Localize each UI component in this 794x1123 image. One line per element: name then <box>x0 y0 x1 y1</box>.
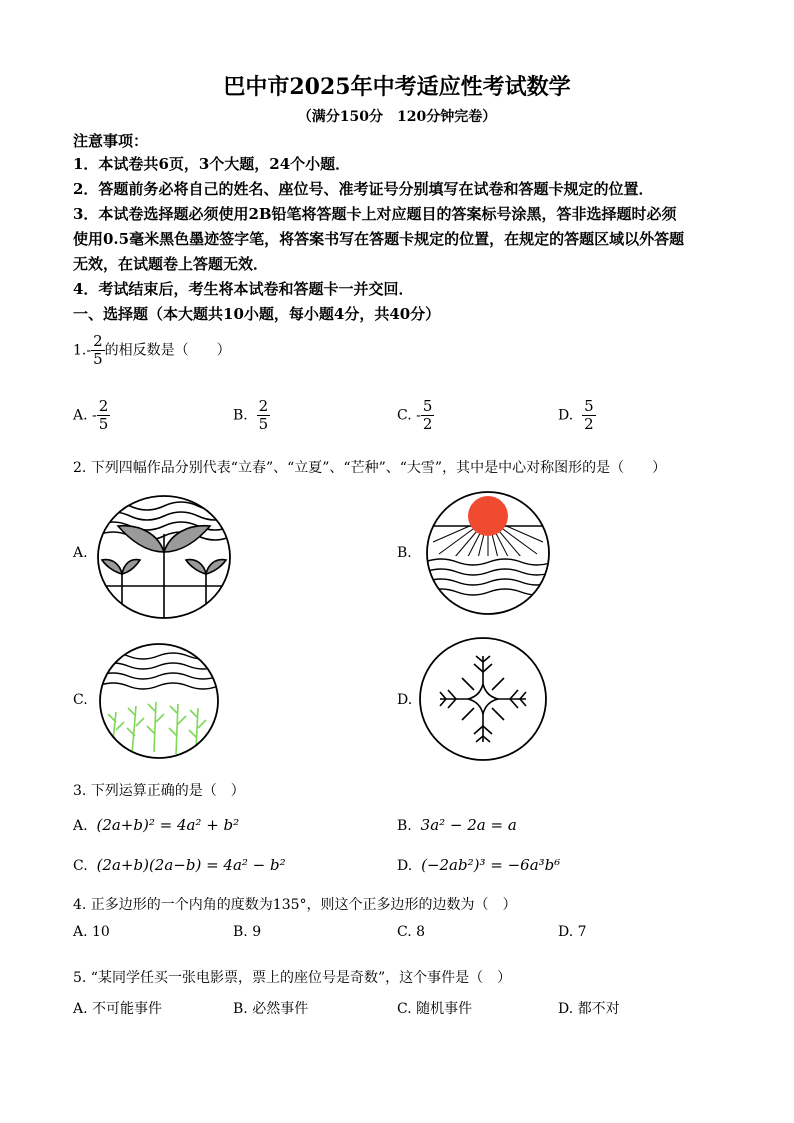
notice-item: 无效，在试题卷上答题无效． <box>73 255 269 273</box>
page-title: 巴中市2025年中考适应性考试数学 <box>223 74 571 100</box>
question-5: 5. “某同学任买一张电影票，票上的座位号是奇数”，这个事件是（ ） <box>73 970 512 986</box>
q-text: 相反数是（ ） <box>118 342 231 359</box>
option-c[interactable]: C. 随机事件 <box>397 1001 473 1017</box>
mangzhong-figure[interactable] <box>98 642 220 760</box>
question-3: 3. 下列运算正确的是（ ） <box>73 783 245 799</box>
option-a[interactable]: A. 不可能事件 <box>73 1001 163 1017</box>
option-c[interactable]: C. <box>73 692 88 708</box>
notice-item: 1．本试卷共6页，3个大题，24个小题． <box>73 155 351 173</box>
notice-item: 使用0.5毫米黑色墨迹签字笔，将答案书写在答题卡规定的位置，在规定的答题区域以外答题 <box>73 230 685 248</box>
notice-heading: 注意事项： <box>73 132 149 150</box>
notice-item: 2．答题前务必将自己的姓名、座位号、准考证号分别填写在试卷和答题卡规定的位置． <box>73 180 654 198</box>
question-1 <box>73 333 231 368</box>
daxue-figure[interactable] <box>418 636 548 762</box>
option-d[interactable]: D. <box>397 692 413 708</box>
option-d[interactable]: D. $\frac{5}{2}$ <box>558 397 594 433</box>
option-b[interactable]: B. 9 <box>233 924 262 940</box>
question-number: 1. <box>73 342 87 359</box>
option-a[interactable]: A. <box>73 545 88 561</box>
option-a[interactable]: A. 10 <box>73 924 110 940</box>
option-b[interactable]: B. <box>397 545 412 561</box>
lixia-figure[interactable] <box>425 490 551 616</box>
option-b[interactable]: B. 3a² − 2a = a <box>397 816 517 834</box>
option-c[interactable]: C. 8 <box>397 924 426 940</box>
option-d[interactable]: D. 都不对 <box>558 1001 620 1017</box>
option-a[interactable]: A. - $\frac{2}{5}$ <box>73 397 109 433</box>
question-4: 4. 正多边形的一个内角的度数为135°，则这个正多边形的边数为（ ） <box>73 897 517 913</box>
section-heading: 一、选择题（本大题共10小题，每小题4分，共40分） <box>73 305 441 323</box>
q-text: 的 <box>104 342 119 359</box>
notice-item: 3．本试卷选择题必须使用2B铅笔将答题卡上对应题目的答案标号涂黑，答非选择题时必须 <box>73 205 677 223</box>
notice-item: 4．考试结束后，考生将本试卷和答题卡一并交回． <box>73 280 414 298</box>
option-d[interactable]: D. (−2ab²)³ = −6a³b⁶ <box>397 856 561 874</box>
option-c[interactable]: C. - $\frac{5}{2}$ <box>397 397 433 433</box>
fraction: $\frac{2}{5}$ <box>93 332 103 368</box>
option-b[interactable]: B. 必然事件 <box>233 1001 309 1017</box>
option-c[interactable]: C. (2a+b)(2a−b) = 4a² − b² <box>73 856 286 874</box>
option-d[interactable]: D. 7 <box>558 924 587 940</box>
option-a[interactable]: A. (2a+b)² = 4a² + b² <box>73 816 240 834</box>
lichun-figure[interactable] <box>96 494 232 620</box>
option-b[interactable]: B. $\frac{2}{5}$ <box>233 397 269 433</box>
question-2: 2. 下列四幅作品分别代表“立春”、“立夏”、“芒种”、“大雪”，其中是中心对称图形的是（ ） <box>73 460 667 476</box>
page-subtitle: （满分150分 120分钟完卷） <box>297 109 497 125</box>
sun-shape <box>468 496 508 536</box>
neg-sign: - <box>86 342 92 359</box>
